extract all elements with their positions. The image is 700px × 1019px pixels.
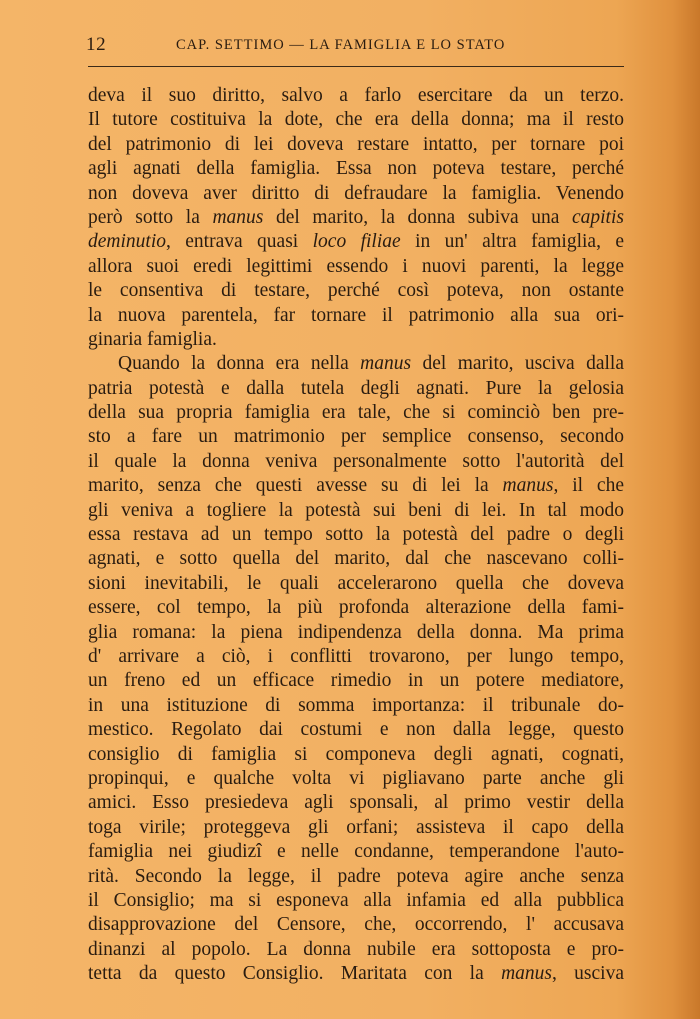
text-line xyxy=(88,499,624,523)
header-rule xyxy=(88,66,624,67)
text-line xyxy=(88,84,624,108)
text-segment: gli veniva a togliere la potestà sui beni di lei. In tal modo xyxy=(88,499,624,521)
text-line xyxy=(88,182,624,206)
text-line xyxy=(88,962,624,986)
text-line xyxy=(88,157,624,181)
text-line xyxy=(88,645,624,669)
text-segment: marito, senza che questi avesse su di lei la xyxy=(88,475,503,497)
text-segment: propinqui, e qualche volta vi pigliavano parte anche gli xyxy=(88,767,624,789)
text-line xyxy=(88,206,624,230)
text-segment: le consentiva di testare, perché così poteva, non ostante xyxy=(88,280,624,302)
italic-text: manus xyxy=(502,475,554,497)
text-segment: allora suoi eredi legittimi essendo i nuovi parenti, la legge xyxy=(88,255,624,277)
running-head: CAP. SETTIMO — LA FAMIGLIA E LO STATO xyxy=(176,37,506,53)
text-line xyxy=(88,938,624,962)
text-segment: la nuova parentela, far tornare il patrimonio alla sua ori- xyxy=(88,304,624,326)
text-line xyxy=(88,694,624,718)
text-line xyxy=(88,621,624,645)
text-line xyxy=(88,669,624,693)
text-line xyxy=(88,304,624,328)
text-line xyxy=(88,523,624,547)
text-segment: rità. Secondo la legge, il padre poteva agire anche senza xyxy=(88,865,624,887)
text-line xyxy=(88,572,624,596)
text-line xyxy=(88,425,624,449)
text-segment: della sua propria famiglia era tale, che si cominciò ben pre- xyxy=(88,402,624,424)
text-segment: d' arrivare a ciò, i conflitti trovarono, per lungo tempo, xyxy=(88,645,624,667)
text-line xyxy=(88,913,624,937)
text-segment: del patrimonio di lei doveva restare intatto, per tornare poi xyxy=(88,133,624,155)
text-line xyxy=(88,377,624,401)
text-segment: Quando la donna era nella xyxy=(118,353,361,375)
text-segment: sto a fare un matrimonio per semplice consenso, secondo xyxy=(88,426,624,448)
text-line xyxy=(88,450,624,474)
text-line xyxy=(88,840,624,864)
text-line xyxy=(88,816,624,840)
text-segment: ginaria famiglia. xyxy=(88,328,217,350)
text-segment: deva il suo diritto, salvo a farlo esercitare da un terzo. xyxy=(88,85,624,106)
text-line xyxy=(88,889,624,913)
page-number: 12 xyxy=(86,34,107,55)
text-line xyxy=(88,718,624,742)
text-segment: agli agnati della famiglia. Essa non poteva testare, perché xyxy=(88,158,624,180)
text-line xyxy=(88,352,624,376)
text-segment: consiglio di famiglia si componeva degli agnati, cognati, xyxy=(88,743,624,765)
text-line xyxy=(88,791,624,815)
text-line xyxy=(88,108,624,132)
text-segment: toga virile; proteggeva gli orfani; assisteva il capo della xyxy=(88,816,624,838)
italic-text: manus xyxy=(501,963,552,985)
text-segment: , usciva xyxy=(551,963,624,985)
text-segment: famiglia nei giudizî e nelle condanne, temperandone l'auto- xyxy=(88,841,624,863)
text-line xyxy=(88,743,624,767)
text-segment: essa restava ad un tempo sotto la potestà del padre o degli xyxy=(88,524,624,546)
text-line xyxy=(88,401,624,425)
text-line xyxy=(88,230,624,254)
text-segment: del marito, la donna subiva una xyxy=(263,206,572,228)
text-line xyxy=(88,255,624,279)
text-segment: il quale la donna veniva personalmente sotto l'autorità del xyxy=(88,450,624,472)
text-segment: , entrava quasi xyxy=(166,231,313,253)
text-segment: sioni inevitabili, le quali accelerarono quella che doveva xyxy=(88,572,624,594)
italic-text: loco filiae xyxy=(312,231,401,253)
text-segment: , il che xyxy=(553,475,624,497)
text-segment: amici. Esso presiedeva agli sponsali, al primo vestir della xyxy=(88,792,624,814)
text-segment: in una istituzione di somma importanza: il tribunale do- xyxy=(88,694,624,716)
text-segment: non doveva aver diritto di defraudare la famiglia. Venendo xyxy=(88,182,624,204)
text-segment: in un' altra famiglia, e xyxy=(400,231,625,253)
text-line xyxy=(88,547,624,571)
text-line xyxy=(88,865,624,889)
text-segment: tetta da questo Consiglio. Maritata con la xyxy=(88,963,502,985)
text-segment: però sotto la xyxy=(88,206,213,228)
text-segment: un freno ed un efficace rimedio in un potere mediatore, xyxy=(88,670,624,692)
text-segment: essere, col tempo, la più profonda alterazione della fami- xyxy=(88,597,624,619)
text-segment: disapprovazione del Censore, che, occorrendo, l' accusava xyxy=(88,914,624,936)
text-line xyxy=(88,474,624,498)
italic-text: manus xyxy=(212,206,264,228)
text-segment: dinanzi al popolo. La donna nubile era sottoposta e pro- xyxy=(88,938,624,960)
text-segment: il Consiglio; ma si esponeva alla infamia ed alla pubblica xyxy=(88,889,624,911)
text-line xyxy=(88,328,624,352)
text-segment: agnati, e sotto quella del marito, dal che nascevano colli- xyxy=(88,548,624,570)
text-line xyxy=(88,596,624,620)
text-line xyxy=(88,767,624,791)
text-segment: del marito, usciva dalla xyxy=(411,353,625,375)
italic-text: manus xyxy=(360,353,412,375)
text-segment: mestico. Regolato dai costumi e non dalla legge, questo xyxy=(88,719,624,741)
italic-text: capitis xyxy=(571,206,624,228)
text-segment: Il tutore costituiva la dote, che era della donna; ma il resto xyxy=(88,109,624,131)
text-line xyxy=(88,279,624,303)
text-segment: glia romana: la piena indipendenza della donna. Ma prima xyxy=(88,621,624,643)
text-line xyxy=(88,133,624,157)
text-segment: patria potestà e dalla tutela degli agnati. Pure la gelosia xyxy=(88,377,624,399)
italic-text: deminutio xyxy=(88,231,166,253)
body-text xyxy=(88,84,624,986)
